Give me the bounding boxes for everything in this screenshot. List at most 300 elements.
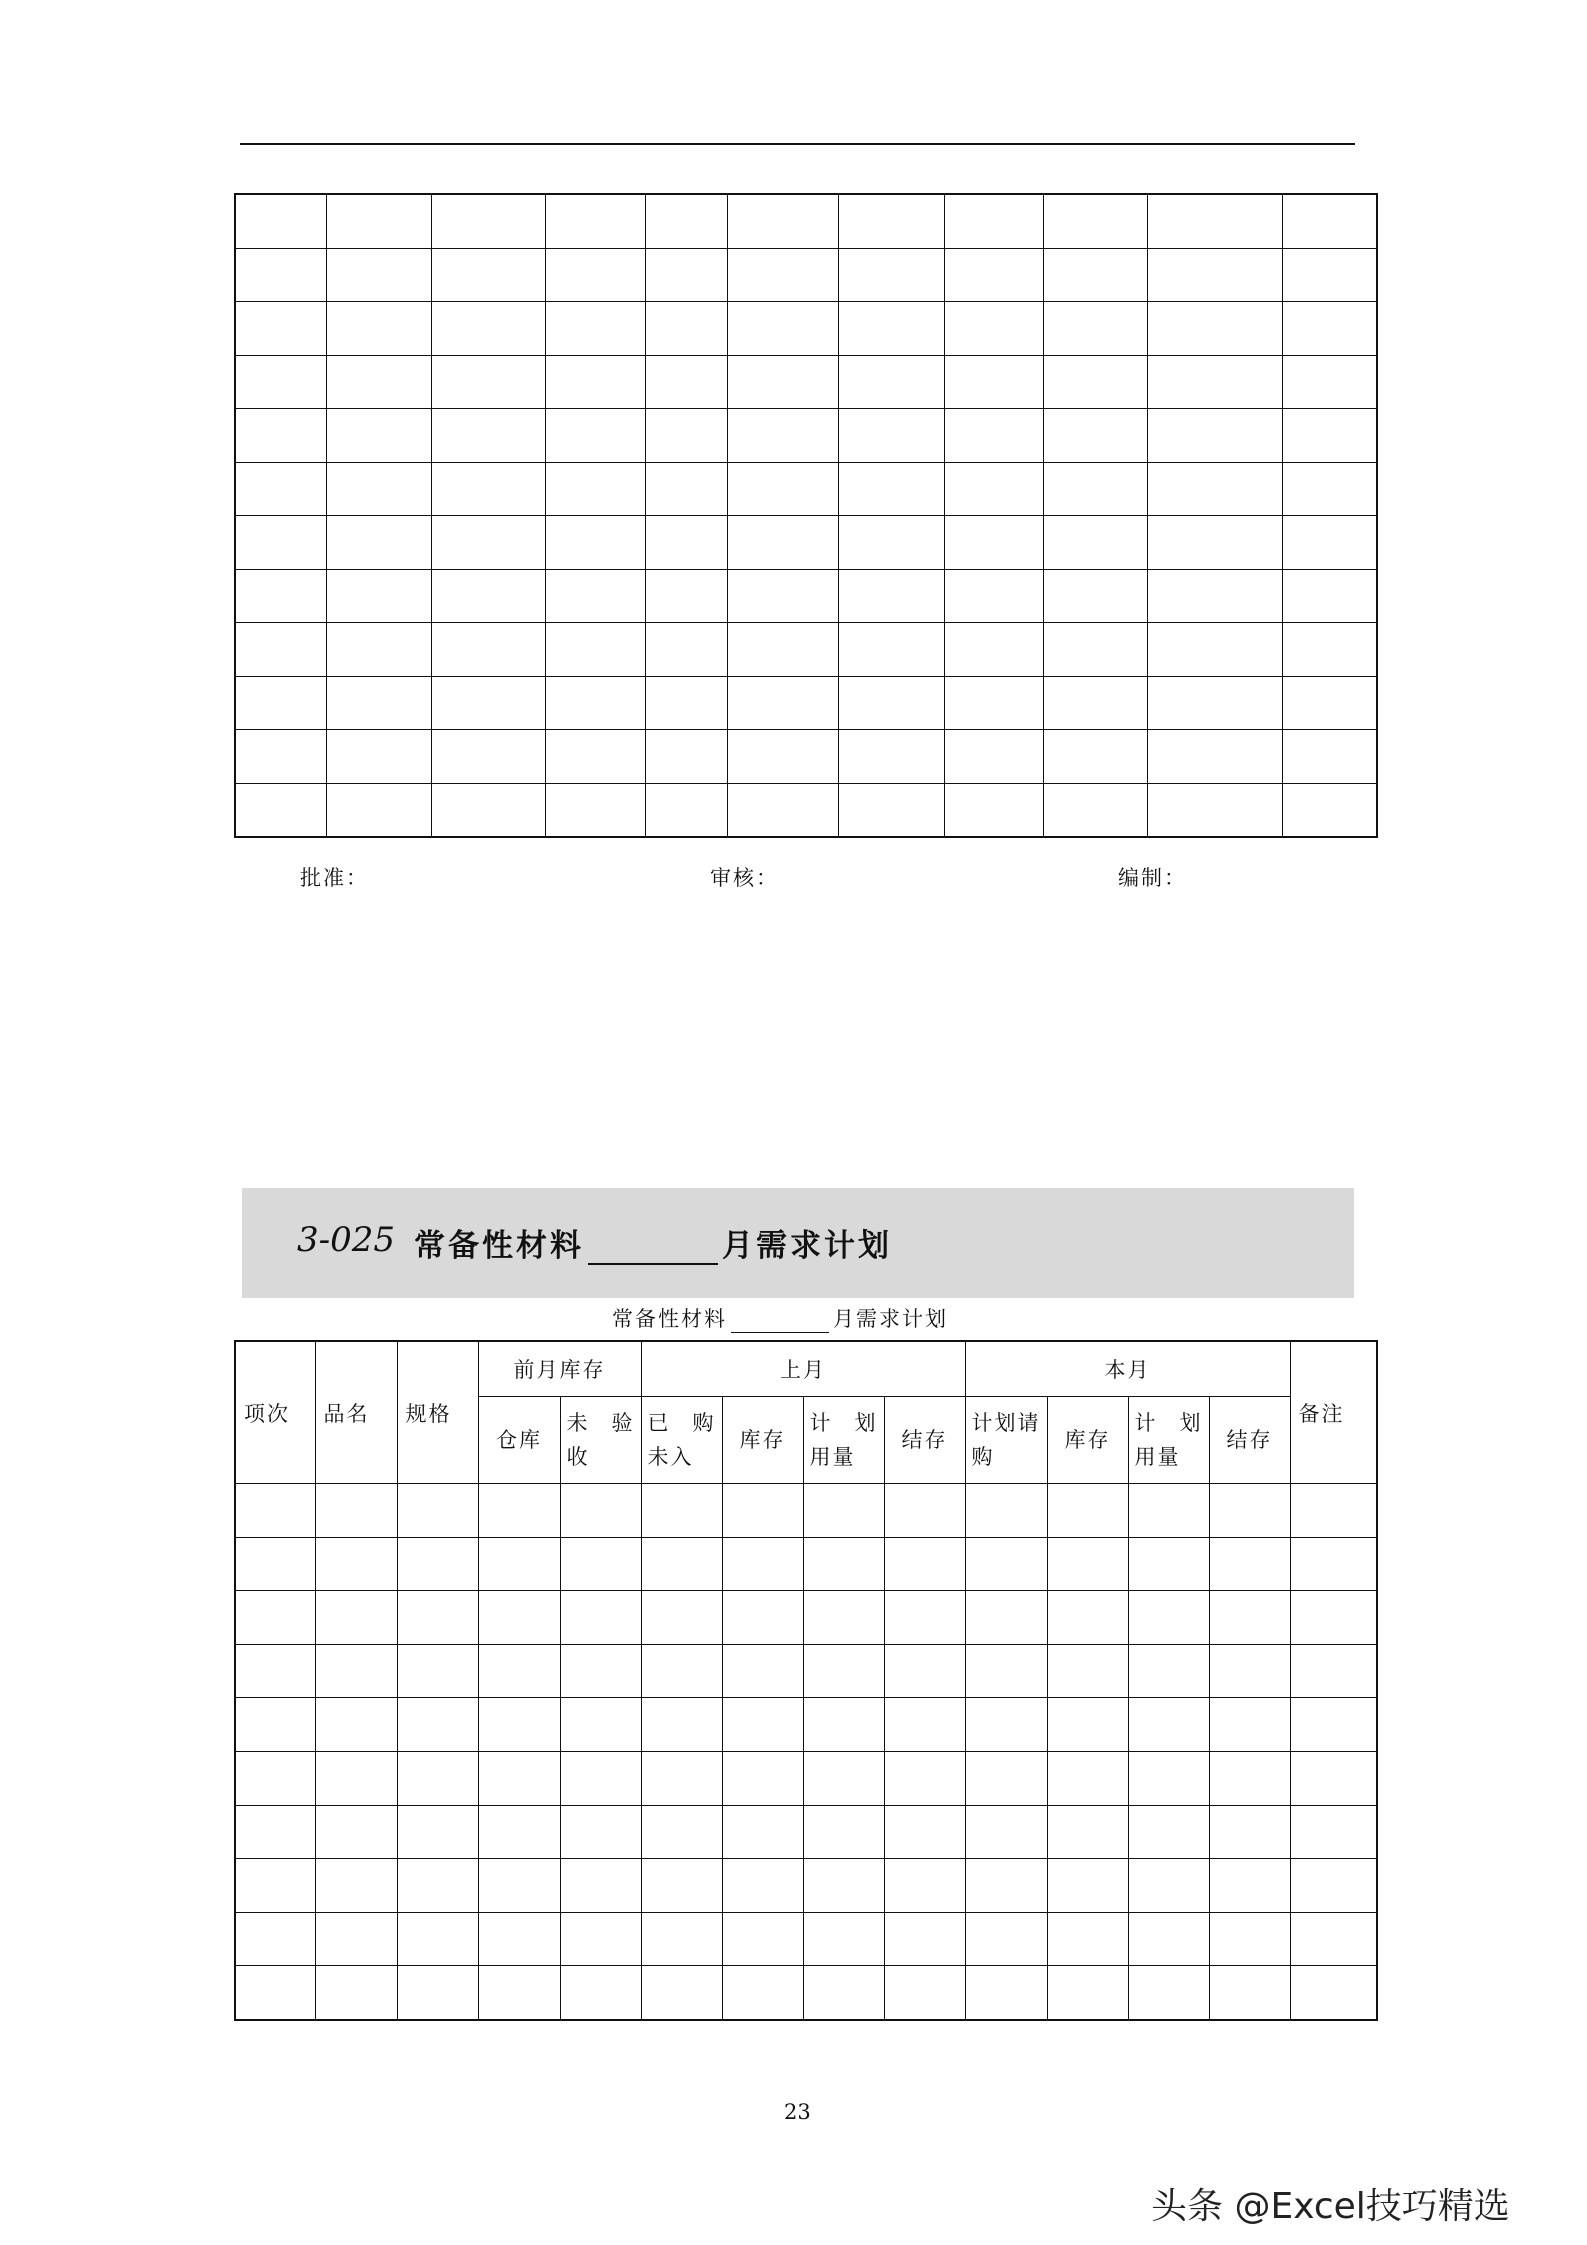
table-row — [235, 302, 1377, 356]
table-cell[interactable] — [727, 569, 838, 623]
table-cell[interactable] — [645, 783, 727, 837]
table-cell[interactable] — [235, 516, 326, 570]
table-cell[interactable] — [1147, 676, 1282, 730]
header-rule — [240, 143, 1355, 145]
table-cell[interactable] — [1047, 1484, 1128, 1538]
table-cell[interactable] — [478, 1912, 560, 1966]
table-cell[interactable] — [235, 409, 326, 463]
table-cell[interactable] — [478, 1537, 560, 1591]
table-cell[interactable] — [641, 1644, 722, 1698]
table-cell[interactable] — [884, 1484, 965, 1538]
table-cell[interactable] — [1209, 1912, 1290, 1966]
table-cell[interactable] — [803, 1484, 884, 1538]
table-cell[interactable] — [545, 569, 645, 623]
table-cell[interactable] — [1209, 1591, 1290, 1645]
table-cell[interactable] — [803, 1859, 884, 1913]
table-cell[interactable] — [1147, 462, 1282, 516]
table-cell[interactable] — [1290, 1859, 1377, 1913]
table-cell[interactable] — [235, 1805, 315, 1859]
table-cell[interactable] — [235, 194, 326, 248]
table-cell[interactable] — [478, 1751, 560, 1805]
table-cell[interactable] — [431, 730, 545, 784]
table-cell[interactable] — [397, 1751, 478, 1805]
table-cell[interactable] — [478, 1644, 560, 1698]
table-cell[interactable] — [838, 569, 944, 623]
table-cell[interactable] — [1147, 248, 1282, 302]
table-cell[interactable] — [235, 730, 326, 784]
table-cell[interactable] — [641, 1805, 722, 1859]
table-cell[interactable] — [722, 1751, 803, 1805]
table-cell[interactable] — [803, 1751, 884, 1805]
table-cell[interactable] — [727, 194, 838, 248]
table-cell[interactable] — [545, 302, 645, 356]
table-cell[interactable] — [545, 783, 645, 837]
table-cell[interactable] — [803, 1591, 884, 1645]
table-cell[interactable] — [641, 1859, 722, 1913]
table-cell[interactable] — [722, 1912, 803, 1966]
table-cell[interactable] — [326, 462, 431, 516]
table-cell[interactable] — [884, 1751, 965, 1805]
table-cell[interactable] — [1128, 1591, 1209, 1645]
table-cell[interactable] — [235, 302, 326, 356]
table-cell[interactable] — [1043, 194, 1147, 248]
table-cell[interactable] — [431, 676, 545, 730]
table-cell[interactable] — [838, 676, 944, 730]
table-cell[interactable] — [1147, 783, 1282, 837]
table-cell[interactable] — [1128, 1859, 1209, 1913]
table-cell[interactable] — [1047, 1912, 1128, 1966]
table-cell[interactable] — [397, 1484, 478, 1538]
table-cell[interactable] — [315, 1859, 397, 1913]
table-cell[interactable] — [884, 1966, 965, 2020]
table-cell[interactable] — [645, 248, 727, 302]
table-cell[interactable] — [235, 1966, 315, 2020]
table-cell[interactable] — [1282, 355, 1377, 409]
table-cell[interactable] — [478, 1859, 560, 1913]
table-cell[interactable] — [727, 516, 838, 570]
table-cell[interactable] — [1290, 1484, 1377, 1538]
table-cell[interactable] — [315, 1537, 397, 1591]
table-cell[interactable] — [838, 623, 944, 677]
table-cell[interactable] — [645, 516, 727, 570]
table-cell[interactable] — [944, 783, 1043, 837]
table-cell[interactable] — [545, 623, 645, 677]
table-cell[interactable] — [315, 1591, 397, 1645]
table-cell[interactable] — [1147, 569, 1282, 623]
table-cell[interactable] — [235, 355, 326, 409]
table-cell[interactable] — [1209, 1859, 1290, 1913]
table-cell[interactable] — [326, 783, 431, 837]
table-cell[interactable] — [727, 730, 838, 784]
table-cell[interactable] — [645, 676, 727, 730]
table-cell[interactable] — [326, 194, 431, 248]
table-cell[interactable] — [1282, 516, 1377, 570]
table-cell[interactable] — [326, 730, 431, 784]
table-cell[interactable] — [722, 1966, 803, 2020]
table-cell[interactable] — [560, 1805, 641, 1859]
table-cell[interactable] — [431, 516, 545, 570]
header-stock-last: 库存 — [722, 1397, 803, 1484]
table-cell[interactable] — [478, 1484, 560, 1538]
table-cell[interactable] — [315, 1966, 397, 2020]
table-cell[interactable] — [1290, 1591, 1377, 1645]
table-cell[interactable] — [478, 1698, 560, 1752]
table-cell[interactable] — [1047, 1751, 1128, 1805]
table-cell[interactable] — [397, 1698, 478, 1752]
header-name: 品名 — [315, 1341, 397, 1484]
table-cell[interactable] — [315, 1751, 397, 1805]
table-cell[interactable] — [1147, 516, 1282, 570]
table-cell[interactable] — [315, 1484, 397, 1538]
table-cell[interactable] — [1209, 1484, 1290, 1538]
table-cell[interactable] — [944, 623, 1043, 677]
table-row — [235, 1591, 1377, 1645]
table-cell[interactable] — [727, 355, 838, 409]
table-cell[interactable] — [315, 1912, 397, 1966]
table-cell[interactable] — [326, 248, 431, 302]
section-title-part1: 常备性材料 — [414, 1228, 584, 1264]
table-cell[interactable] — [235, 1591, 315, 1645]
table-cell[interactable] — [838, 783, 944, 837]
table-cell[interactable] — [235, 1644, 315, 1698]
section-title — [414, 1220, 892, 1265]
header-not-inspected: 未验收 — [560, 1397, 641, 1484]
table-cell[interactable] — [1047, 1591, 1128, 1645]
table-row — [235, 1698, 1377, 1752]
table-cell[interactable] — [803, 1805, 884, 1859]
table-cell[interactable] — [235, 1484, 315, 1538]
table-cell[interactable] — [1047, 1698, 1128, 1752]
table-cell[interactable] — [838, 248, 944, 302]
table-cell[interactable] — [315, 1644, 397, 1698]
table-cell[interactable] — [326, 355, 431, 409]
table-cell[interactable] — [884, 1698, 965, 1752]
table-cell[interactable] — [315, 1805, 397, 1859]
table-cell[interactable] — [431, 783, 545, 837]
table-cell[interactable] — [1043, 462, 1147, 516]
table-cell[interactable] — [884, 1644, 965, 1698]
table-cell[interactable] — [645, 194, 727, 248]
table-cell[interactable] — [944, 194, 1043, 248]
table-cell[interactable] — [560, 1859, 641, 1913]
table-cell[interactable] — [645, 462, 727, 516]
table-cell[interactable] — [235, 1537, 315, 1591]
table-cell[interactable] — [838, 302, 944, 356]
table-cell[interactable] — [641, 1751, 722, 1805]
table-cell[interactable] — [884, 1912, 965, 1966]
table-cell[interactable] — [722, 1484, 803, 1538]
table-cell[interactable] — [803, 1644, 884, 1698]
table-cell[interactable] — [944, 730, 1043, 784]
table-cell[interactable] — [545, 355, 645, 409]
table-cell[interactable] — [1147, 355, 1282, 409]
table-cell[interactable] — [1282, 409, 1377, 463]
table-row — [235, 730, 1377, 784]
table-cell[interactable] — [545, 462, 645, 516]
page-number: 23 — [784, 2100, 811, 2124]
table-cell[interactable] — [397, 1591, 478, 1645]
table-cell[interactable] — [722, 1591, 803, 1645]
table-cell[interactable] — [1047, 1966, 1128, 2020]
table-cell[interactable] — [560, 1644, 641, 1698]
table-cell[interactable] — [235, 1859, 315, 1913]
table-cell[interactable] — [965, 1537, 1047, 1591]
table-cell[interactable] — [944, 569, 1043, 623]
table-cell[interactable] — [1290, 1805, 1377, 1859]
table-cell[interactable] — [560, 1537, 641, 1591]
table-cell[interactable] — [884, 1859, 965, 1913]
table-cell[interactable] — [1128, 1698, 1209, 1752]
table-cell[interactable] — [965, 1912, 1047, 1966]
table-cell[interactable] — [645, 569, 727, 623]
table-cell[interactable] — [560, 1751, 641, 1805]
table-cell[interactable] — [722, 1644, 803, 1698]
table-cell[interactable] — [727, 248, 838, 302]
table-cell[interactable] — [1043, 355, 1147, 409]
table-cell[interactable] — [545, 730, 645, 784]
table-cell[interactable] — [803, 1966, 884, 2020]
table-cell[interactable] — [1047, 1644, 1128, 1698]
table-cell[interactable] — [431, 569, 545, 623]
table-cell[interactable] — [397, 1805, 478, 1859]
table-cell[interactable] — [1043, 730, 1147, 784]
table-row — [235, 1805, 1377, 1859]
table-cell[interactable] — [326, 623, 431, 677]
table-cell[interactable] — [838, 516, 944, 570]
table-cell[interactable] — [965, 1484, 1047, 1538]
table-cell[interactable] — [1128, 1751, 1209, 1805]
header-balance-this: 结存 — [1209, 1397, 1290, 1484]
table-cell[interactable] — [884, 1537, 965, 1591]
watermark-text: 头条 @Excel技巧精选 — [1151, 2186, 1510, 2227]
section-number: 3-025 — [297, 1220, 396, 1260]
table-cell[interactable] — [803, 1698, 884, 1752]
table-cell[interactable] — [397, 1966, 478, 2020]
table-row — [235, 783, 1377, 837]
table-cell[interactable] — [431, 462, 545, 516]
table-cell[interactable] — [1290, 1751, 1377, 1805]
table-cell[interactable] — [641, 1591, 722, 1645]
blank-form-table — [234, 193, 1378, 838]
table-cell[interactable] — [645, 730, 727, 784]
table-cell[interactable] — [431, 194, 545, 248]
table-cell[interactable] — [478, 1966, 560, 2020]
table-cell[interactable] — [727, 676, 838, 730]
table-cell[interactable] — [727, 462, 838, 516]
table-cell[interactable] — [965, 1644, 1047, 1698]
table-cell[interactable] — [1043, 409, 1147, 463]
table-cell[interactable] — [1209, 1698, 1290, 1752]
table-cell[interactable] — [1209, 1805, 1290, 1859]
table-cell[interactable] — [838, 409, 944, 463]
header-last-month: 上月 — [641, 1341, 965, 1397]
table-cell[interactable] — [560, 1484, 641, 1538]
table-cell[interactable] — [884, 1805, 965, 1859]
table-cell[interactable] — [1282, 569, 1377, 623]
table-cell[interactable] — [944, 516, 1043, 570]
table-cell[interactable] — [641, 1966, 722, 2020]
table-cell[interactable] — [1282, 676, 1377, 730]
table-row — [235, 516, 1377, 570]
table-cell[interactable] — [235, 462, 326, 516]
table-cell[interactable] — [1128, 1912, 1209, 1966]
table-cell[interactable] — [235, 1698, 315, 1752]
table-cell[interactable] — [478, 1805, 560, 1859]
table-cell[interactable] — [326, 676, 431, 730]
table-cell[interactable] — [1290, 1644, 1377, 1698]
table-cell[interactable] — [838, 462, 944, 516]
table-cell[interactable] — [944, 676, 1043, 730]
table-cell[interactable] — [560, 1966, 641, 2020]
table-cell[interactable] — [1147, 623, 1282, 677]
table-cell[interactable] — [1147, 409, 1282, 463]
table-cell[interactable] — [1128, 1805, 1209, 1859]
table-cell[interactable] — [727, 623, 838, 677]
table-cell[interactable] — [965, 1591, 1047, 1645]
table-cell[interactable] — [545, 409, 645, 463]
table-cell[interactable] — [560, 1591, 641, 1645]
table-cell[interactable] — [944, 409, 1043, 463]
table-cell[interactable] — [641, 1912, 722, 1966]
table-cell[interactable] — [235, 248, 326, 302]
table-cell[interactable] — [397, 1644, 478, 1698]
table-cell[interactable] — [1047, 1805, 1128, 1859]
table-cell[interactable] — [545, 676, 645, 730]
table-cell[interactable] — [965, 1751, 1047, 1805]
table-cell[interactable] — [431, 302, 545, 356]
header-remarks: 备注 — [1290, 1341, 1377, 1484]
table-cell[interactable] — [235, 623, 326, 677]
table-cell[interactable] — [1043, 302, 1147, 356]
table-cell[interactable] — [641, 1537, 722, 1591]
table-cell[interactable] — [326, 569, 431, 623]
table-cell[interactable] — [838, 355, 944, 409]
table-cell[interactable] — [1209, 1751, 1290, 1805]
table-cell[interactable] — [1282, 623, 1377, 677]
table-cell[interactable] — [431, 409, 545, 463]
table-cell[interactable] — [884, 1591, 965, 1645]
table-cell[interactable] — [1047, 1859, 1128, 1913]
table-cell[interactable] — [1128, 1484, 1209, 1538]
table-cell[interactable] — [641, 1484, 722, 1538]
table-cell[interactable] — [838, 730, 944, 784]
table-cell[interactable] — [315, 1698, 397, 1752]
table-cell[interactable] — [560, 1912, 641, 1966]
table-cell[interactable] — [235, 1751, 315, 1805]
table-cell[interactable] — [1282, 730, 1377, 784]
table-cell[interactable] — [1209, 1966, 1290, 2020]
table-cell[interactable] — [326, 302, 431, 356]
table-cell[interactable] — [545, 248, 645, 302]
table-cell[interactable] — [1282, 248, 1377, 302]
table-cell[interactable] — [1128, 1537, 1209, 1591]
table-cell[interactable] — [641, 1698, 722, 1752]
table-cell[interactable] — [965, 1698, 1047, 1752]
table-cell[interactable] — [235, 569, 326, 623]
table-cell[interactable] — [1047, 1537, 1128, 1591]
table-cell[interactable] — [235, 783, 326, 837]
table-cell[interactable] — [1043, 516, 1147, 570]
table-cell[interactable] — [1147, 194, 1282, 248]
table-cell[interactable] — [1147, 302, 1282, 356]
table-cell[interactable] — [645, 355, 727, 409]
table-cell[interactable] — [1043, 248, 1147, 302]
table-cell[interactable] — [944, 302, 1043, 356]
table-cell[interactable] — [326, 516, 431, 570]
table-cell[interactable] — [727, 302, 838, 356]
table-cell[interactable] — [965, 1859, 1047, 1913]
table-cell[interactable] — [1282, 194, 1377, 248]
table-cell[interactable] — [645, 409, 727, 463]
table-cell[interactable] — [944, 462, 1043, 516]
table-cell[interactable] — [431, 355, 545, 409]
table-cell[interactable] — [1147, 730, 1282, 784]
table-cell[interactable] — [803, 1537, 884, 1591]
table-cell[interactable] — [965, 1805, 1047, 1859]
header-item-no: 项次 — [235, 1341, 315, 1484]
table-cell[interactable] — [722, 1805, 803, 1859]
table-cell[interactable] — [1282, 783, 1377, 837]
table-cell[interactable] — [645, 302, 727, 356]
table-cell[interactable] — [1282, 302, 1377, 356]
table-cell[interactable] — [1043, 783, 1147, 837]
table-cell[interactable] — [1290, 1912, 1377, 1966]
table-cell[interactable] — [1209, 1537, 1290, 1591]
table-cell[interactable] — [397, 1912, 478, 1966]
table-cell[interactable] — [1043, 676, 1147, 730]
table-cell[interactable] — [965, 1966, 1047, 2020]
watermark — [1151, 2178, 1510, 2229]
table-cell[interactable] — [722, 1698, 803, 1752]
table-cell[interactable] — [1290, 1966, 1377, 2020]
table-row — [235, 355, 1377, 409]
table-cell[interactable] — [1043, 623, 1147, 677]
table-cell[interactable] — [722, 1859, 803, 1913]
table-cell[interactable] — [326, 409, 431, 463]
table-cell[interactable] — [397, 1537, 478, 1591]
table-cell[interactable] — [1128, 1644, 1209, 1698]
table-cell[interactable] — [1282, 462, 1377, 516]
section-banner — [242, 1188, 1354, 1298]
table-cell[interactable] — [803, 1912, 884, 1966]
header-purchased-not-received: 已购未入 — [641, 1397, 722, 1484]
table-cell[interactable] — [645, 623, 727, 677]
table-cell[interactable] — [722, 1537, 803, 1591]
table-cell[interactable] — [1128, 1966, 1209, 2020]
table-cell[interactable] — [560, 1698, 641, 1752]
table-cell[interactable] — [727, 783, 838, 837]
table-cell[interactable] — [545, 516, 645, 570]
table-cell[interactable] — [1209, 1644, 1290, 1698]
table-row — [235, 676, 1377, 730]
table-cell[interactable] — [235, 676, 326, 730]
table-cell[interactable] — [545, 194, 645, 248]
table-cell[interactable] — [1290, 1537, 1377, 1591]
table-cell[interactable] — [478, 1591, 560, 1645]
table-cell[interactable] — [397, 1859, 478, 1913]
table-cell[interactable] — [431, 623, 545, 677]
table-cell[interactable] — [235, 1912, 315, 1966]
table-cell[interactable] — [944, 355, 1043, 409]
table-cell[interactable] — [727, 409, 838, 463]
table-cell[interactable] — [1290, 1698, 1377, 1752]
table-cell[interactable] — [944, 248, 1043, 302]
header-prev-month-stock: 前月库存 — [478, 1341, 641, 1397]
table-cell[interactable] — [838, 194, 944, 248]
table-row — [235, 462, 1377, 516]
table-cell[interactable] — [431, 248, 545, 302]
table-cell[interactable] — [1043, 569, 1147, 623]
